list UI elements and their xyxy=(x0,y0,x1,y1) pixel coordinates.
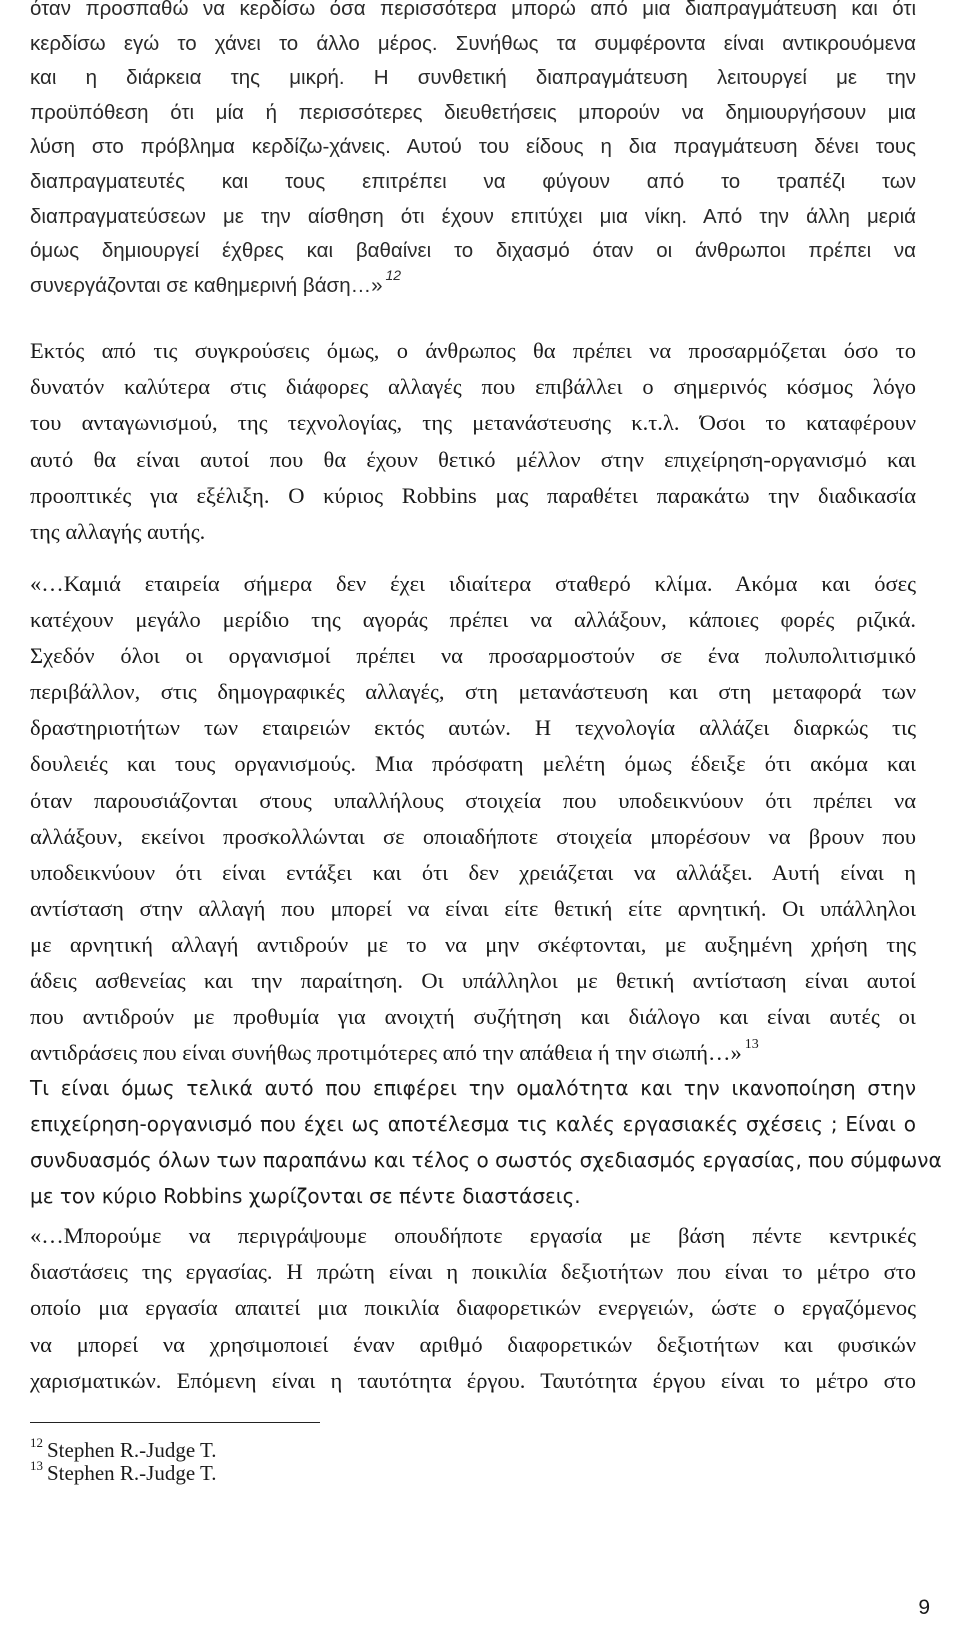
text-line: διαπραγματευτές και τους επιτρέπει να φύγουν από το τραπέζι των xyxy=(30,169,916,193)
text-line: συνδυασμός όλων των παραπάνω και τέλος ο σωστός σχεδιασμός εργασίας, που σύμφωνα xyxy=(30,1148,942,1172)
text-line-content: συνεργάζονται σε καθημερινή βάση…» xyxy=(30,273,383,297)
text-line: διαπραγματεύσεων με την αίσθηση ότι έχουν επιτύχει μια νίκη. Από την άλλη μεριά xyxy=(30,204,916,228)
text-line: «…Μπορούμε να περιγράψουμε οπουδήποτε εργασία με βάση πέντε κεντρικές xyxy=(30,1223,916,1248)
text-line: αυτό θα είναι αυτοί που θα έχουν θετικό μέλλον στην επιχείρηση-οργανισμό και xyxy=(30,446,916,472)
text-line: λύση στο πρόβλημα κερδίζω-χάνεις. Αυτού του είδους η δια πραγμάτευση δένει τους xyxy=(30,135,916,159)
footnote-ref-13[interactable]: 13 xyxy=(744,1037,759,1053)
text-line: κατέχουν μεγάλο μερίδιο της αγοράς πρέπει να αλλάξουν, κάποιες φορές ριζικά. xyxy=(30,607,916,633)
text-line: με τον κύριο Robbins χωρίζονται σε πέντε διαστάσεις. xyxy=(30,1184,581,1208)
text-line: αντίσταση στην αλλαγή που μπορεί να είναι είτε θετική είτε αρνητική. Οι υπάλληλοι xyxy=(30,895,916,921)
text-line: δουλειές και τους οργανισμούς. Μια πρόσφατη μελέτη όμως έδειξε ότι ακόμα και xyxy=(30,751,916,777)
footnote-separator xyxy=(30,1422,320,1423)
text-line: Εκτός από τις συγκρούσεις όμως, ο άνθρωπος θα πρέπει να προσαρμόζεται όσο το xyxy=(30,338,916,363)
paragraph-3-quote xyxy=(30,566,916,1075)
text-line: και η διάρκεια της μικρή. Η συνθετική διαπραγμάτευση λειτουργεί με την xyxy=(30,66,916,90)
text-line: όταν προσπαθώ να κερδίσω όσα περισσότερα μπορώ από μια διαπραγμάτευση και ότι xyxy=(30,0,916,20)
text-line: Σχεδόν όλοι οι οργανισμοί πρέπει να προσαρμοστούν σε ένα πολυπολιτισμικό xyxy=(30,643,916,669)
footnote-13 xyxy=(30,1458,217,1488)
text-line: προοπτικές για εξέλιξη. Ο κύριος Robbins μας παραθέτει παρακάτω την διαδικασία xyxy=(30,482,916,508)
text-line: δραστηριοτήτων των εταιρειών εκτός αυτών. Η τεχνολογία αλλάζει διαρκώς τις xyxy=(30,715,916,741)
text-line: που αντιδρούν με προθυμία για ανοιχτή συζήτηση και διάλογο και είναι αυτές οι xyxy=(30,1004,916,1030)
text-line: όταν παρουσιάζονται στους υπαλλήλους στοιχεία που υποδεικνύουν ότι πρέπει να xyxy=(30,787,916,813)
text-line: χαρισματικών. Επόμενη είναι η ταυτότητα έργου. Ταυτότητα έργου είναι το μέτρο στο xyxy=(30,1367,916,1393)
paragraph-2 xyxy=(30,333,916,550)
text-line: αλλάξουν, εκείνοι προσκολλώνται σε οποιαδήποτε στοιχεία μπορέσουν να βρουν που xyxy=(30,823,916,849)
text-line: της αλλαγής αυτής. xyxy=(30,519,206,545)
text-line: προϋπόθεση ότι μία ή περισσότερες διευθετήσεις μπορούν να δημιουργήσουν μια xyxy=(30,100,916,124)
footnote-ref-12[interactable]: 12 xyxy=(385,266,402,283)
text-line xyxy=(30,266,916,305)
text-line: άδεις ασθενείας και την παραίτηση. Οι υπάλληλοι με θετική αντίσταση είναι αυτοί xyxy=(30,968,916,994)
text-line: Τι είναι όμως τελικά αυτό που επιφέρει την ομαλότητα και την ικανοποίηση στην xyxy=(30,1076,916,1100)
text-line: δυνατόν καλύτερα στις διάφορες αλλαγές που επιβάλλει ο σημερινός κόσμος λόγο xyxy=(30,374,916,400)
footnote-number: 12 xyxy=(30,1435,43,1450)
paragraph-1 xyxy=(30,0,916,304)
text-line: με αρνητική αλλαγή αντιδρούν με το να μην σκέφτονται, με αυξημένη χρήση της xyxy=(30,931,916,957)
paragraph-4 xyxy=(30,1070,942,1214)
text-line: «…Καμιά εταιρεία σήμερα δεν έχει ιδιαίτερα σταθερό κλίμα. Ακόμα και όσες xyxy=(30,571,916,596)
footnote-text: Stephen R.-Judge T. xyxy=(47,1438,217,1462)
text-line: να μπορεί να χρησιμοποιεί έναν αριθμό διαφορετικών δεξιοτήτων και φυσικών xyxy=(30,1331,916,1357)
text-line-content: αντιδράσεις που είναι συνήθως προτιμότερες από την απάθεια ή την σιωπή…» xyxy=(30,1040,742,1066)
text-line: του ανταγωνισμού, της τεχνολογίας, της μετανάστευσης κ.τ.λ. Όσοι το καταφέρουν xyxy=(30,410,916,436)
text-line: όμως δημιουργεί έχθρες και βαθαίνει το διχασμό όταν οι άνθρωποι πρέπει να xyxy=(30,239,916,263)
text-line: περιβάλλον, στις δημογραφικές αλλαγές, στη μετανάστευση και στη μεταφορά των xyxy=(30,679,916,705)
paragraph-5-quote xyxy=(30,1218,916,1399)
footnote-text: Stephen R.-Judge T. xyxy=(47,1461,217,1485)
text-line: διαστάσεις της εργασίας. Η πρώτη είναι η ποικιλία δεξιοτήτων που είναι το μέτρο στο xyxy=(30,1259,916,1285)
text-line: υποδεικνύουν ότι είναι εντάξει και ότι δεν χρειάζεται να αλλάξει. Αυτή είναι η xyxy=(30,859,916,885)
text-line: οποίο μια εργασία απαιτεί μια ποικιλία διαφορετικών ενεργειών, ώστε ο εργαζόμενος xyxy=(30,1295,916,1321)
text-line: κερδίσω εγώ το χάνει το άλλο μέρος. Συνήθως τα συμφέροντα είναι αντικρουόμενα xyxy=(30,31,916,55)
page-number: 9 xyxy=(918,1596,930,1619)
footnote-number: 13 xyxy=(30,1458,43,1473)
text-line: επιχείρηση-οργανισμό που έχει ως αποτέλεσμα τις καλές εργασιακές σχέσεις ; Είναι ο xyxy=(30,1112,916,1136)
